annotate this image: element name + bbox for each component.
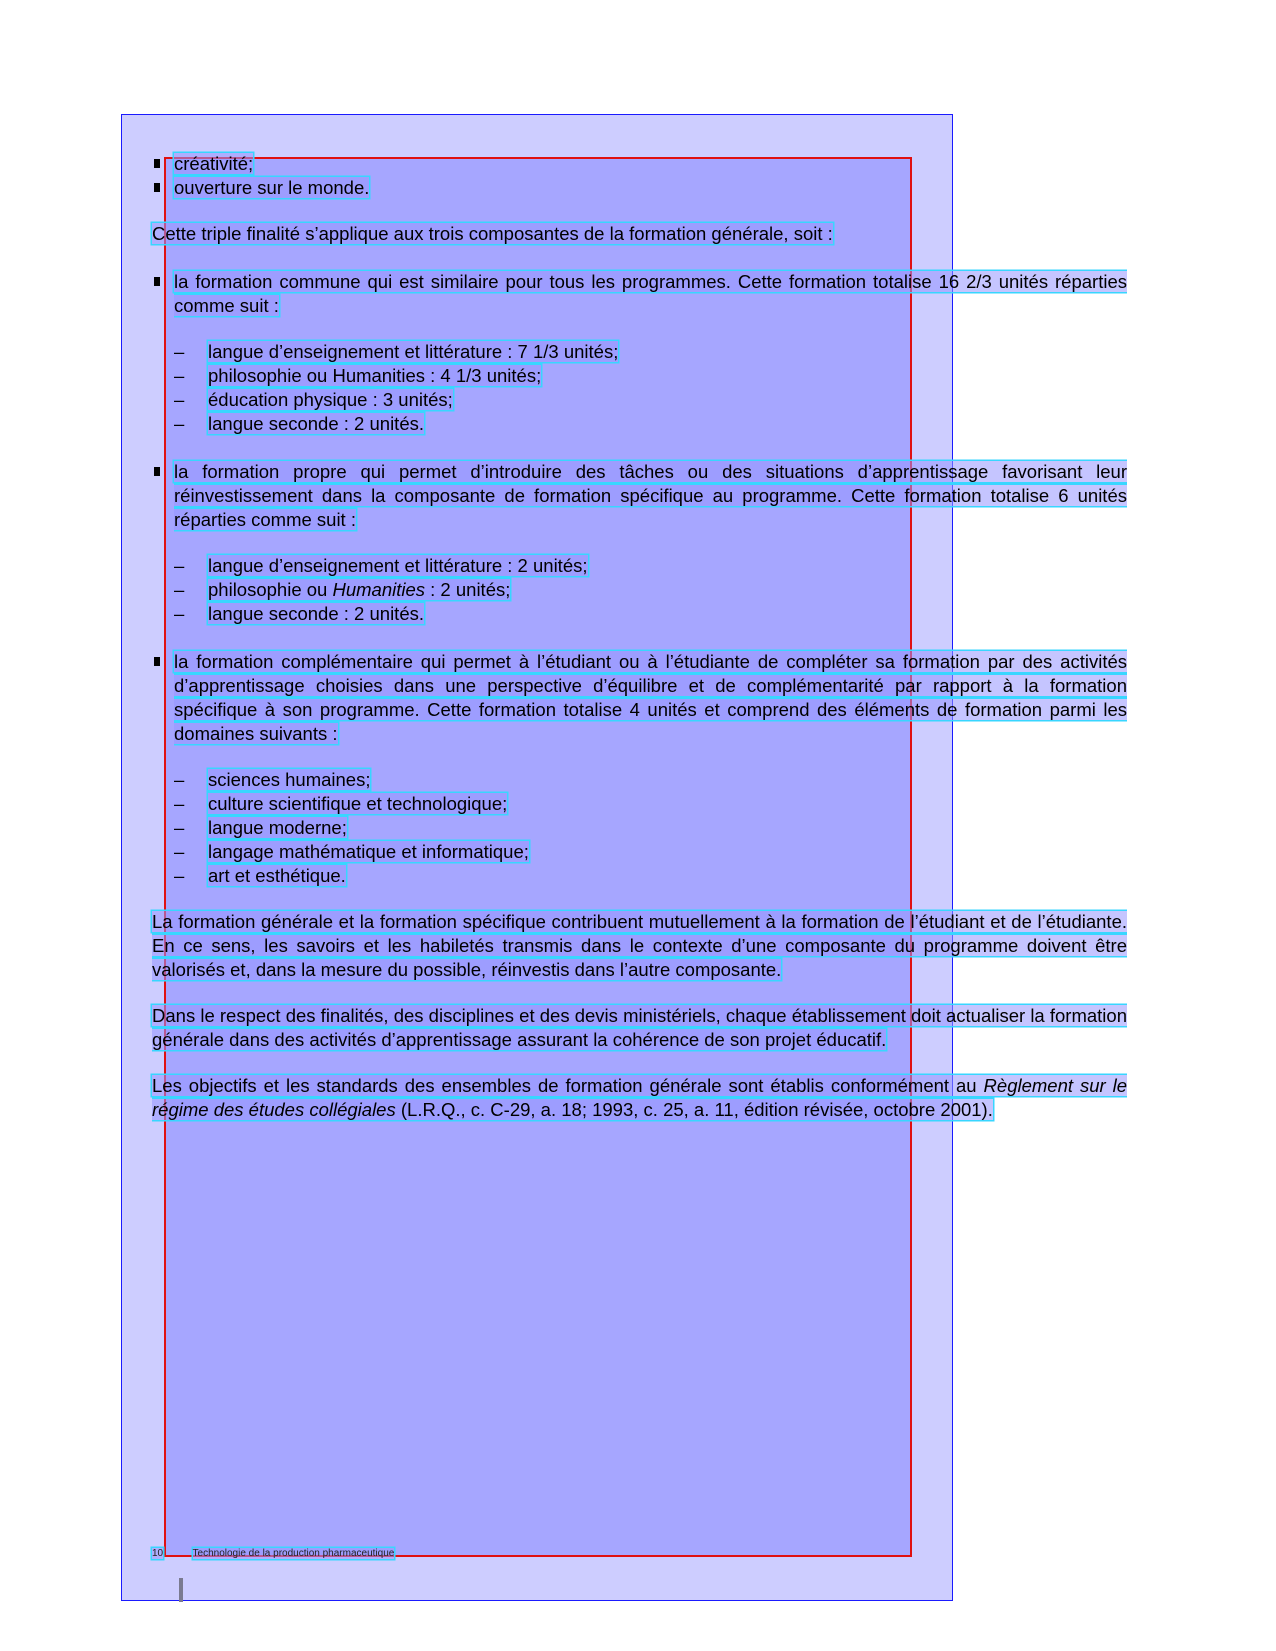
list-item-text: sciences humaines; xyxy=(208,769,371,790)
document-body xyxy=(152,152,1127,1122)
dash-icon: – xyxy=(174,793,185,814)
list-item xyxy=(152,340,1127,364)
regulation-title: Règlement sur le régime des études collégiales xyxy=(152,1075,1128,1120)
paragraph-text: Dans le respect des finalités, des disciplines et des devis ministériels, chaque établissement doit actualiser la formation générale dans des activités d’apprentissage assurant la cohérence de son projet éducatif. xyxy=(152,1005,1127,1050)
list-item-text xyxy=(208,579,510,600)
dash-icon: – xyxy=(174,555,185,576)
dash-icon: – xyxy=(174,603,185,624)
list-item-text: éducation physique : 3 unités; xyxy=(208,389,453,410)
page-footer xyxy=(152,1548,394,1560)
list-item xyxy=(152,412,1127,436)
list-item-text: langue seconde : 2 unités. xyxy=(208,413,424,434)
bullet-icon xyxy=(154,657,160,666)
dash-icon: – xyxy=(174,841,185,862)
dash-icon: – xyxy=(174,341,185,362)
bullet-icon xyxy=(154,277,160,286)
dash-icon: – xyxy=(174,769,185,790)
list-item xyxy=(152,602,1127,626)
list-item xyxy=(152,364,1127,388)
humanities-emphasis: Humanities xyxy=(332,579,426,600)
paragraph xyxy=(152,1004,1127,1052)
list-item-text: philosophie ou Humanities : 4 1/3 unités; xyxy=(208,365,542,386)
dash-icon: – xyxy=(174,817,185,838)
formation-complementaire-text: la formation complémentaire qui permet à l’étudiant ou à l’étudiante de compléter sa formation par des activités d’apprentissage choisies dans une perspective d’équilibre et de complémentarité par rapport à la formation spécifique à son programme. Cette formation totalise 4 unités et comprend des éléments de formation parmi les domaines suivants : xyxy=(174,651,1127,744)
list-item-text: ouverture sur le monde. xyxy=(174,177,370,198)
paragraph-text-start: Les objectifs et les standards des ensembles de formation générale sont établis conformément au xyxy=(152,1075,984,1096)
list-item xyxy=(152,816,1127,840)
formation-commune-text: la formation commune qui est similaire pour tous les programmes. Cette formation totalise 16 2/3 unités réparties comme suit : xyxy=(174,271,1127,316)
list-item xyxy=(152,578,1127,602)
list-item xyxy=(152,554,1127,578)
dash-icon: – xyxy=(174,865,185,886)
bullet-icon xyxy=(154,159,160,168)
list-item-text: langue d’enseignement et littérature : 2 unités; xyxy=(208,555,588,576)
formation-propre-text: la formation propre qui permet d’introduire des tâches ou des situations d’apprentissage favorisant leur réinvestissement dans la composante de formation spécifique au programme. Cette formation totalise 6 unités réparties comme suit : xyxy=(174,461,1127,530)
cursor-marker xyxy=(179,1578,183,1602)
list-item-text: langue d’enseignement et littérature : 7 1/3 unités; xyxy=(208,341,619,362)
list-item-text-start: philosophie ou xyxy=(208,579,333,600)
list-item xyxy=(152,840,1127,864)
dash-icon: – xyxy=(174,413,185,434)
formation-propre-item xyxy=(152,460,1127,532)
paragraph xyxy=(152,910,1127,982)
dash-icon: – xyxy=(174,389,185,410)
bullet-icon xyxy=(154,467,160,476)
dash-icon: – xyxy=(174,579,185,600)
list-item-text-end: : 2 unités; xyxy=(425,579,511,600)
formation-commune-item xyxy=(152,270,1127,318)
list-item-text: langage mathématique et informatique; xyxy=(208,841,529,862)
list-item xyxy=(152,176,1127,200)
intro-paragraph xyxy=(152,222,1127,246)
list-item-text: art et esthétique. xyxy=(208,865,346,886)
program-title: Technologie de la production pharmaceutique xyxy=(192,1548,395,1559)
list-item-text: culture scientifique et technologique; xyxy=(208,793,508,814)
paragraph xyxy=(152,1074,1127,1122)
list-item xyxy=(152,388,1127,412)
list-item xyxy=(152,152,1127,176)
formation-complementaire-item xyxy=(152,650,1127,746)
bullet-icon xyxy=(154,183,160,192)
dash-icon: – xyxy=(174,365,185,386)
list-item xyxy=(152,864,1127,888)
paragraph-text: La formation générale et la formation spécifique contribuent mutuellement à la formation de l’étudiant et de l’étudiante. En ce sens, les savoirs et les habiletés transmis dans le contexte d’une composante du programme doivent être valorisés et, dans la mesure du possible, réinvestis dans l’autre composante. xyxy=(152,911,1127,980)
list-item-text: langue seconde : 2 unités. xyxy=(208,603,424,624)
list-item xyxy=(152,792,1127,816)
paragraph-text-end: (L.R.Q., c. C-29, a. 18; 1993, c. 25, a. 11, édition révisée, octobre 2001). xyxy=(395,1099,993,1120)
intro-text: Cette triple finalité s’applique aux trois composantes de la formation générale, soit : xyxy=(152,223,833,244)
paragraph-text xyxy=(152,1075,1127,1120)
page-number: 10 xyxy=(152,1548,164,1559)
list-item-text: langue moderne; xyxy=(208,817,347,838)
list-item xyxy=(152,768,1127,792)
list-item-text: créativité; xyxy=(174,153,254,174)
